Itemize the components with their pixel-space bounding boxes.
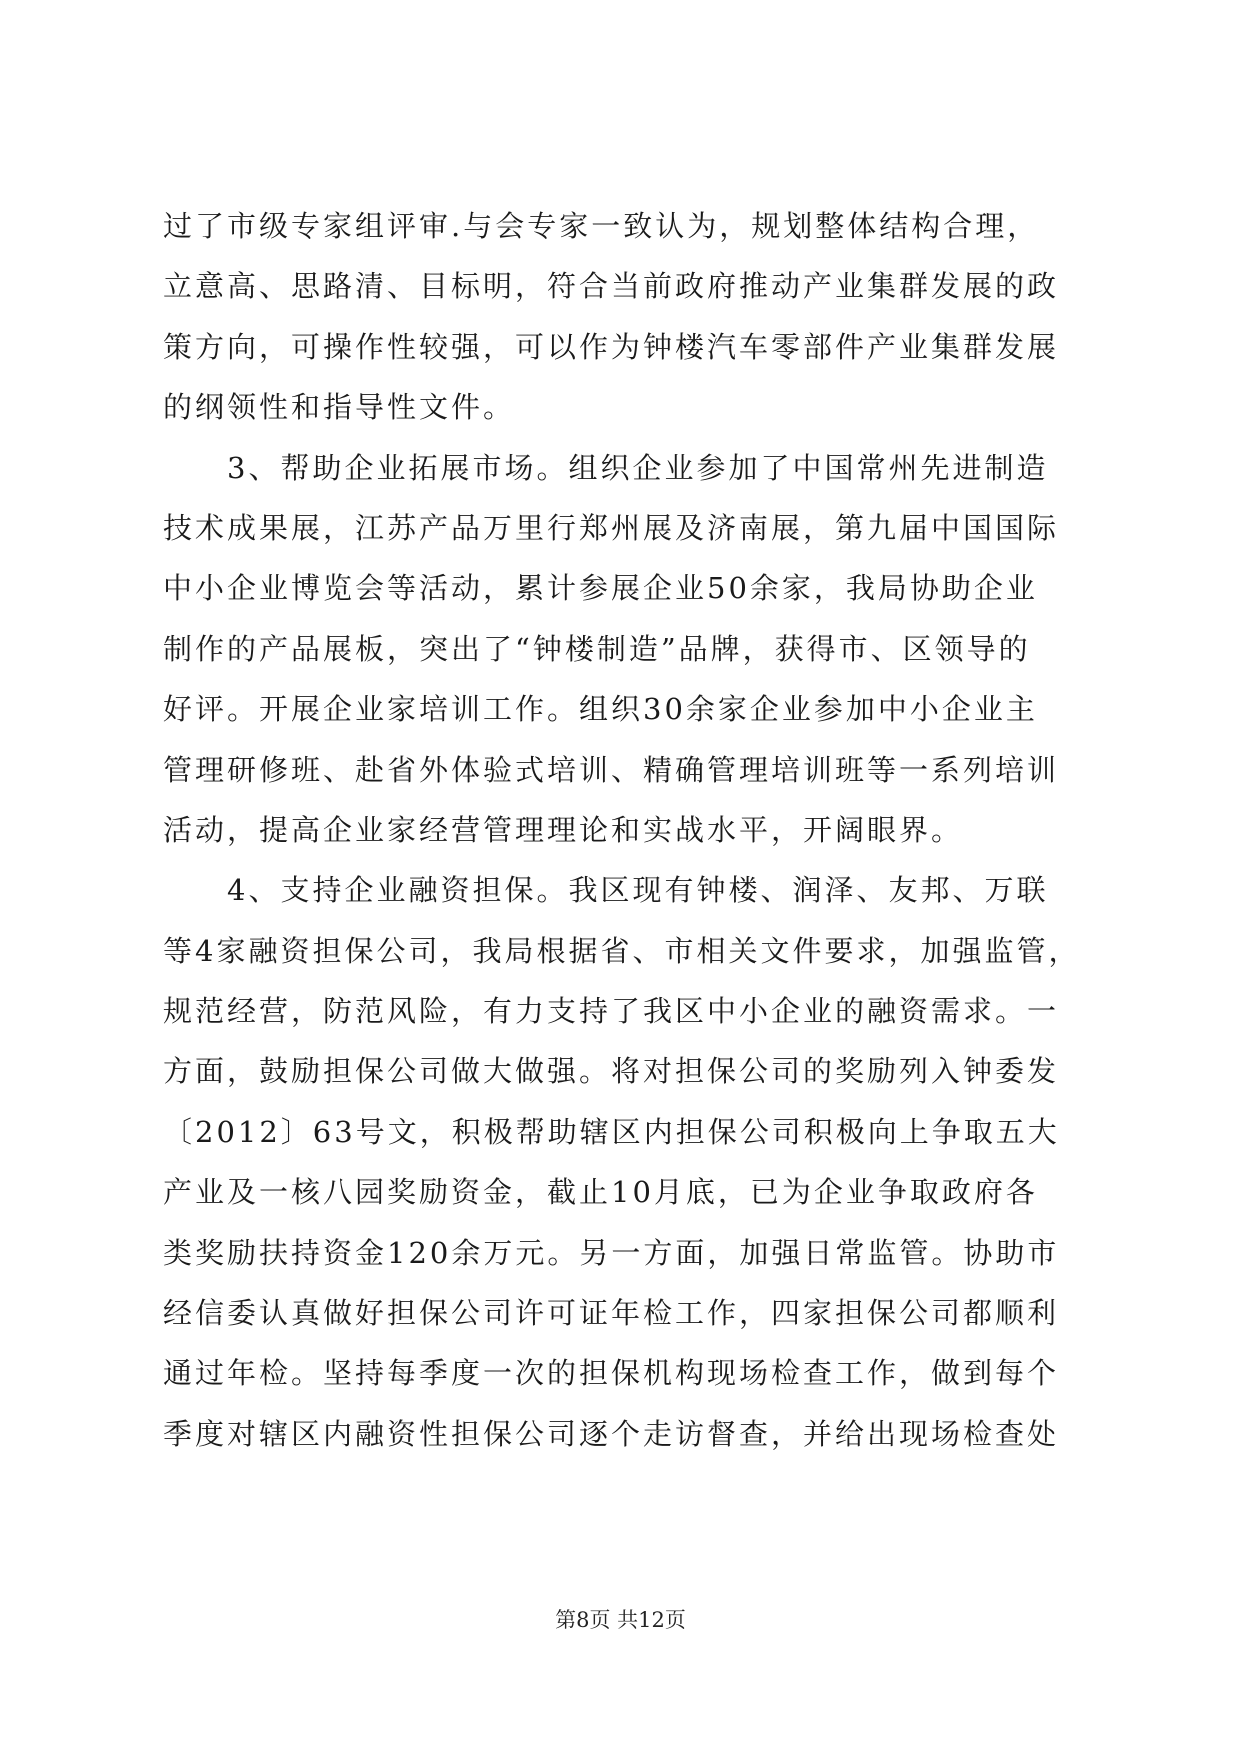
- text-line: 活动，提高企业家经营管理理论和实战水平，开阔眼界。: [163, 812, 964, 847]
- text-line: 类奖励扶持资金120余万元。另一方面，加强日常监管。协助市: [163, 1235, 1060, 1270]
- text-line: 管理研修班、赴省外体验式培训、精确管理培训班等一系列培训: [163, 752, 1060, 787]
- text-line: 技术成果展，江苏产品万里行郑州展及济南展，第九届中国国际: [163, 510, 1060, 545]
- body-text: [163, 196, 1083, 1464]
- text-line: 通过年检。坚持每季度一次的担保机构现场检查工作，做到每个: [163, 1356, 1060, 1391]
- text-line: 立意高、思路清、目标明，符合当前政府推动产业集群发展的政: [163, 269, 1060, 304]
- page-number: 第8页 共12页: [555, 1608, 686, 1632]
- text-line: 制作的产品展板，突出了“钟楼制造”品牌，获得市、区领导的: [163, 631, 1031, 666]
- page-footer: [0, 1606, 1241, 1634]
- text-line: 策方向，可操作性较强，可以作为钟楼汽车零部件产业集群发展: [163, 329, 1060, 364]
- text-line: 规范经营，防范风险，有力支持了我区中小企业的融资需求。一: [163, 994, 1060, 1029]
- text-line: 产业及一核八园奖励资金，截止10月底，已为企业争取政府各: [163, 1175, 1038, 1210]
- text-line: 好评。开展企业家培训工作。组织30余家企业参加中小企业主: [163, 692, 1038, 727]
- text-line: 的纲领性和指导性文件。: [163, 390, 516, 425]
- text-line: 经信委认真做好担保公司许可证年检工作，四家担保公司都顺利: [163, 1296, 1060, 1331]
- text-line: 等4家融资担保公司，我局根据省、市相关文件要求，加强监管，: [163, 933, 1081, 968]
- text-line: 3、帮助企业拓展市场。组织企业参加了中国常州先进制造: [163, 450, 1049, 485]
- text-line: 过了市级专家组评审.与会专家一致认为，规划整体结构合理，: [163, 209, 1040, 243]
- text-line: 4、支持企业融资担保。我区现有钟楼、润泽、友邦、万联: [163, 873, 1049, 908]
- text-line: 〔2012〕63号文，积极帮助辖区内担保公司积极向上争取五大: [163, 1114, 1060, 1149]
- text-line: 季度对辖区内融资性担保公司逐个走访督查，并给出现场检查处: [163, 1416, 1060, 1451]
- text-line: 方面，鼓励担保公司做大做强。将对担保公司的奖励列入钟委发: [163, 1054, 1060, 1089]
- text-line: 中小企业博览会等活动，累计参展企业50余家，我局协助企业: [163, 571, 1038, 606]
